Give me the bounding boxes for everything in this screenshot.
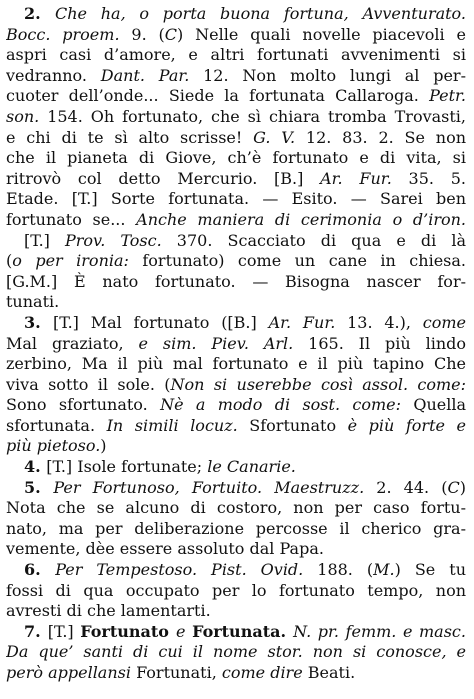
italic-text: Ar. Fur.: [268, 312, 348, 332]
text-line: [6, 251, 466, 272]
sense-number: 6.: [24, 560, 56, 580]
text-line: [6, 498, 466, 519]
text-line: [6, 210, 466, 231]
sense-number: Fortunato: [80, 621, 177, 641]
text-run: 13. 4.),: [347, 312, 423, 332]
text-run: ritrovò col detto Mercurio. [B.]: [6, 168, 321, 188]
text-run: avresti di che lamentarti.: [6, 601, 211, 621]
italic-text: Dant. Par.: [100, 65, 204, 85]
italic-text: Per Fortunoso, Fortuito. Maestruzz.: [53, 477, 377, 497]
italic-text: però appellansi: [6, 663, 137, 682]
italic-text: Che ha, o porta buona fortuna, Avventurato.: [54, 4, 466, 23]
text-line: [6, 128, 466, 149]
text-line: [6, 313, 466, 334]
italic-text: son.: [6, 106, 48, 126]
italic-text: più pietoso.: [6, 436, 101, 456]
text-run: sfortunata.: [6, 415, 107, 435]
text-run: vedranno.: [6, 65, 101, 85]
italic-text: è più forte e: [347, 415, 466, 435]
italic-text: e: [176, 621, 193, 641]
italic-text: C: [447, 477, 460, 497]
text-line: [6, 642, 466, 663]
text-run: [T.] Mal fortunato ([B.]: [53, 312, 269, 332]
sense-number: 2.: [24, 4, 55, 23]
text-run: Fortunati,: [136, 663, 222, 682]
sense-number: 3.: [24, 312, 53, 332]
text-line: [6, 292, 466, 313]
sense-number: 4.: [24, 457, 47, 477]
text-run: Quella: [413, 395, 466, 415]
text-line: [6, 45, 466, 66]
italic-text: Petr.: [429, 86, 466, 106]
italic-text: M.: [373, 560, 395, 580]
text-run: Etade. [T.] Sorte fortunata. — Esito. — Sarei ben: [6, 189, 466, 209]
text-run: tunati.: [6, 292, 60, 312]
text-run: nato, ma per deliberazione percosse il cherico gra-: [6, 518, 466, 538]
text-run: aspri casi d’amore, e altri fortunati avvenimenti si: [6, 45, 466, 65]
text-run: 165. Il più lindo: [308, 333, 466, 353]
text-line: [6, 354, 466, 375]
italic-text: Da que’ santi di cui il nome stor. non si conosce, e: [6, 642, 466, 662]
text-run: che il pianeta di Giove, ch’è fortunato e di vita, si: [6, 148, 466, 168]
text-line: [6, 86, 466, 107]
text-run: Sono sfortunato.: [6, 395, 161, 415]
text-line: [6, 375, 466, 396]
italic-text: Bocc. proem.: [6, 24, 132, 44]
text-line: [6, 334, 466, 355]
text-line: [6, 601, 466, 622]
text-run: ): [459, 477, 466, 497]
italic-text: Ar. Fur.: [320, 168, 409, 188]
italic-text: Per Tempestoso. Pist. Ovid.: [55, 560, 318, 580]
text-run: ) Se tu: [394, 560, 466, 580]
text-run: 12. 83. 2. Se non: [305, 127, 466, 147]
text-line: [6, 4, 466, 25]
text-line: [6, 189, 466, 210]
text-run: [G.M.] È nato fortunato. — Bisogna nascer for-: [6, 271, 466, 291]
text-run: 2. 44. (: [376, 477, 448, 497]
text-line: [6, 519, 466, 540]
text-run: Beati.: [307, 663, 356, 682]
text-line: [6, 436, 466, 457]
italic-text: e sim. Piev. Arl.: [138, 333, 309, 353]
italic-text: come: [422, 312, 466, 332]
text-run: 35. 5.: [408, 168, 466, 188]
italic-text: Prov. Tosc.: [65, 230, 177, 250]
text-line: [6, 622, 466, 643]
text-line: [6, 66, 466, 87]
text-run: fortunato se...: [6, 209, 137, 229]
text-run: Mal graziato,: [6, 333, 139, 353]
text-run: vemente, dèe essere assoluto dal Papa.: [6, 539, 324, 559]
italic-text: In simili locuz.: [106, 415, 250, 435]
text-run: 12. Non molto lungi al per-: [203, 65, 466, 85]
text-line: [6, 148, 466, 169]
text-line: [6, 539, 466, 560]
text-run: Sfortunato: [249, 415, 348, 435]
italic-text: o per ironia:: [12, 251, 143, 271]
text-run: zerbino, Ma il più mal fortunato e il più tapino Che: [6, 354, 466, 374]
text-line: [6, 272, 466, 293]
text-line: [6, 107, 466, 128]
text-run: [T.]: [47, 621, 81, 641]
text-line: [6, 581, 466, 602]
text-line: [6, 231, 466, 252]
italic-text: Non si userebbe così assol. come:: [170, 374, 466, 394]
sense-number: Fortunata.: [192, 621, 294, 641]
text-run: 9. (: [131, 24, 165, 44]
text-line: [6, 395, 466, 416]
text-run: ): [100, 436, 107, 456]
sense-number: 5.: [24, 477, 54, 497]
italic-text: come dire: [221, 663, 308, 682]
text-run: cuoter dell’onde... Siede la fortunata Callaroga.: [6, 86, 430, 106]
text-run: ) Nelle quali novelle piacevoli e: [177, 24, 466, 44]
text-line: [6, 457, 466, 478]
text-line: [6, 663, 466, 684]
italic-text: le Canarie.: [207, 457, 296, 477]
text-line: [6, 560, 466, 581]
text-run: [T.] Isole fortunate;: [46, 457, 208, 477]
text-run: e chi di te sì alto scrisse!: [6, 127, 254, 147]
text-run: [T.]: [24, 230, 65, 250]
italic-text: Anche maniera di cerimonia o d’iron.: [136, 209, 466, 229]
text-run: Nota che se alcuno di costoro, non per caso fortu-: [6, 498, 466, 518]
sense-number: 7.: [24, 621, 48, 641]
text-run: 370. Scacciato di qua e di là: [176, 230, 466, 250]
text-run: viva sotto il sole. (: [6, 374, 171, 394]
text-run: (: [6, 251, 13, 271]
text-run: 188. (: [317, 560, 374, 580]
text-line: [6, 478, 466, 499]
italic-text: N. pr. femm. e masc.: [293, 621, 466, 641]
text-run: 154. Oh fortunato, che sì chiara tromba Trovasti,: [47, 106, 466, 126]
text-line: [6, 25, 466, 46]
text-line: [6, 416, 466, 437]
text-line: [6, 169, 466, 190]
text-run: fortunato) come un cane in chiesa.: [142, 251, 466, 271]
italic-text: Nè a modo di sost. come:: [160, 395, 414, 415]
italic-text: C: [164, 24, 178, 44]
text-run: fossi di qua occupato per lo fortunato tempo, non: [6, 580, 466, 600]
italic-text: G. V.: [253, 127, 306, 147]
